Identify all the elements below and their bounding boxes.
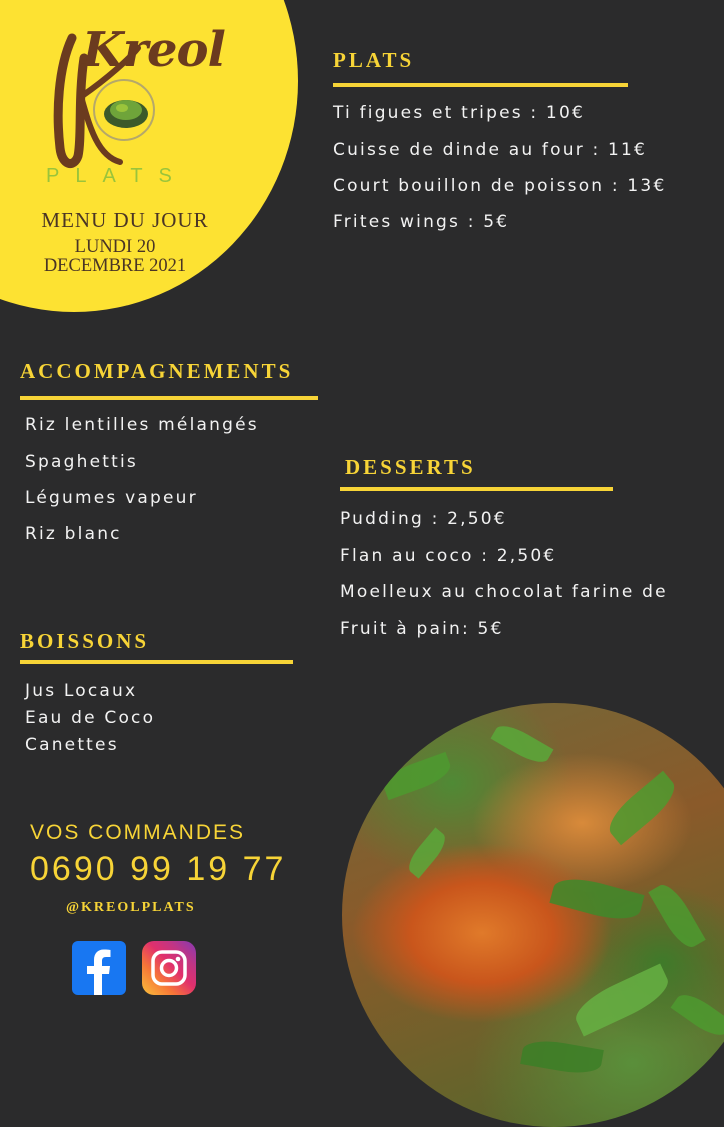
accompagnements-item: Riz blanc: [25, 524, 122, 544]
desserts-title: DESSERTS: [345, 455, 476, 479]
logo-subtitle: PLATS: [46, 165, 188, 187]
menu-du-jour-title: MENU DU JOUR: [41, 208, 209, 232]
instagram-icon[interactable]: [142, 941, 196, 995]
boissons-divider: [20, 660, 293, 664]
accompagnements-item: Spaghettis: [25, 452, 138, 472]
facebook-icon[interactable]: [72, 941, 126, 995]
plats-item: Ti figues et tripes : 10€: [333, 103, 585, 123]
food-photo: [342, 703, 724, 1127]
accompagnements-item: Riz lentilles mélangés: [25, 415, 259, 435]
boissons-item: Canettes: [25, 735, 119, 755]
menu-date: [0, 238, 230, 276]
desserts-item: Flan au coco : 2,50€: [340, 546, 557, 566]
menu-date-line2: DECEMBRE 2021: [43, 256, 187, 276]
plats-item: Cuisse de dinde au four : 11€: [333, 140, 648, 160]
menu-date-line1: LUNDI 20: [74, 237, 156, 257]
accompagnements-divider: [20, 396, 318, 400]
logo-wordmark: Kreol: [82, 22, 225, 78]
social-handle[interactable]: @KREOLPLATS: [66, 900, 196, 915]
desserts-item: Pudding : 2,50€: [340, 509, 507, 529]
accompagnements-item: Légumes vapeur: [25, 488, 198, 508]
boissons-item: Jus Locaux: [25, 681, 138, 701]
orders-label: VOS COMMANDES: [30, 821, 246, 844]
desserts-divider: [340, 487, 613, 491]
plats-item: Frites wings : 5€: [333, 212, 510, 232]
accompagnements-title: ACCOMPAGNEMENTS: [20, 359, 294, 383]
plats-title: PLATS: [333, 48, 415, 72]
phone-number[interactable]: 0690 99 19 77: [30, 850, 287, 888]
plats-item: Court bouillon de poisson : 13€: [333, 176, 667, 196]
desserts-item: Fruit à pain: 5€: [340, 619, 504, 639]
plats-divider: [333, 83, 628, 87]
desserts-item: Moelleux au chocolat farine de: [340, 582, 668, 602]
boissons-item: Eau de Coco: [25, 708, 156, 728]
boissons-title: BOISSONS: [20, 629, 150, 653]
